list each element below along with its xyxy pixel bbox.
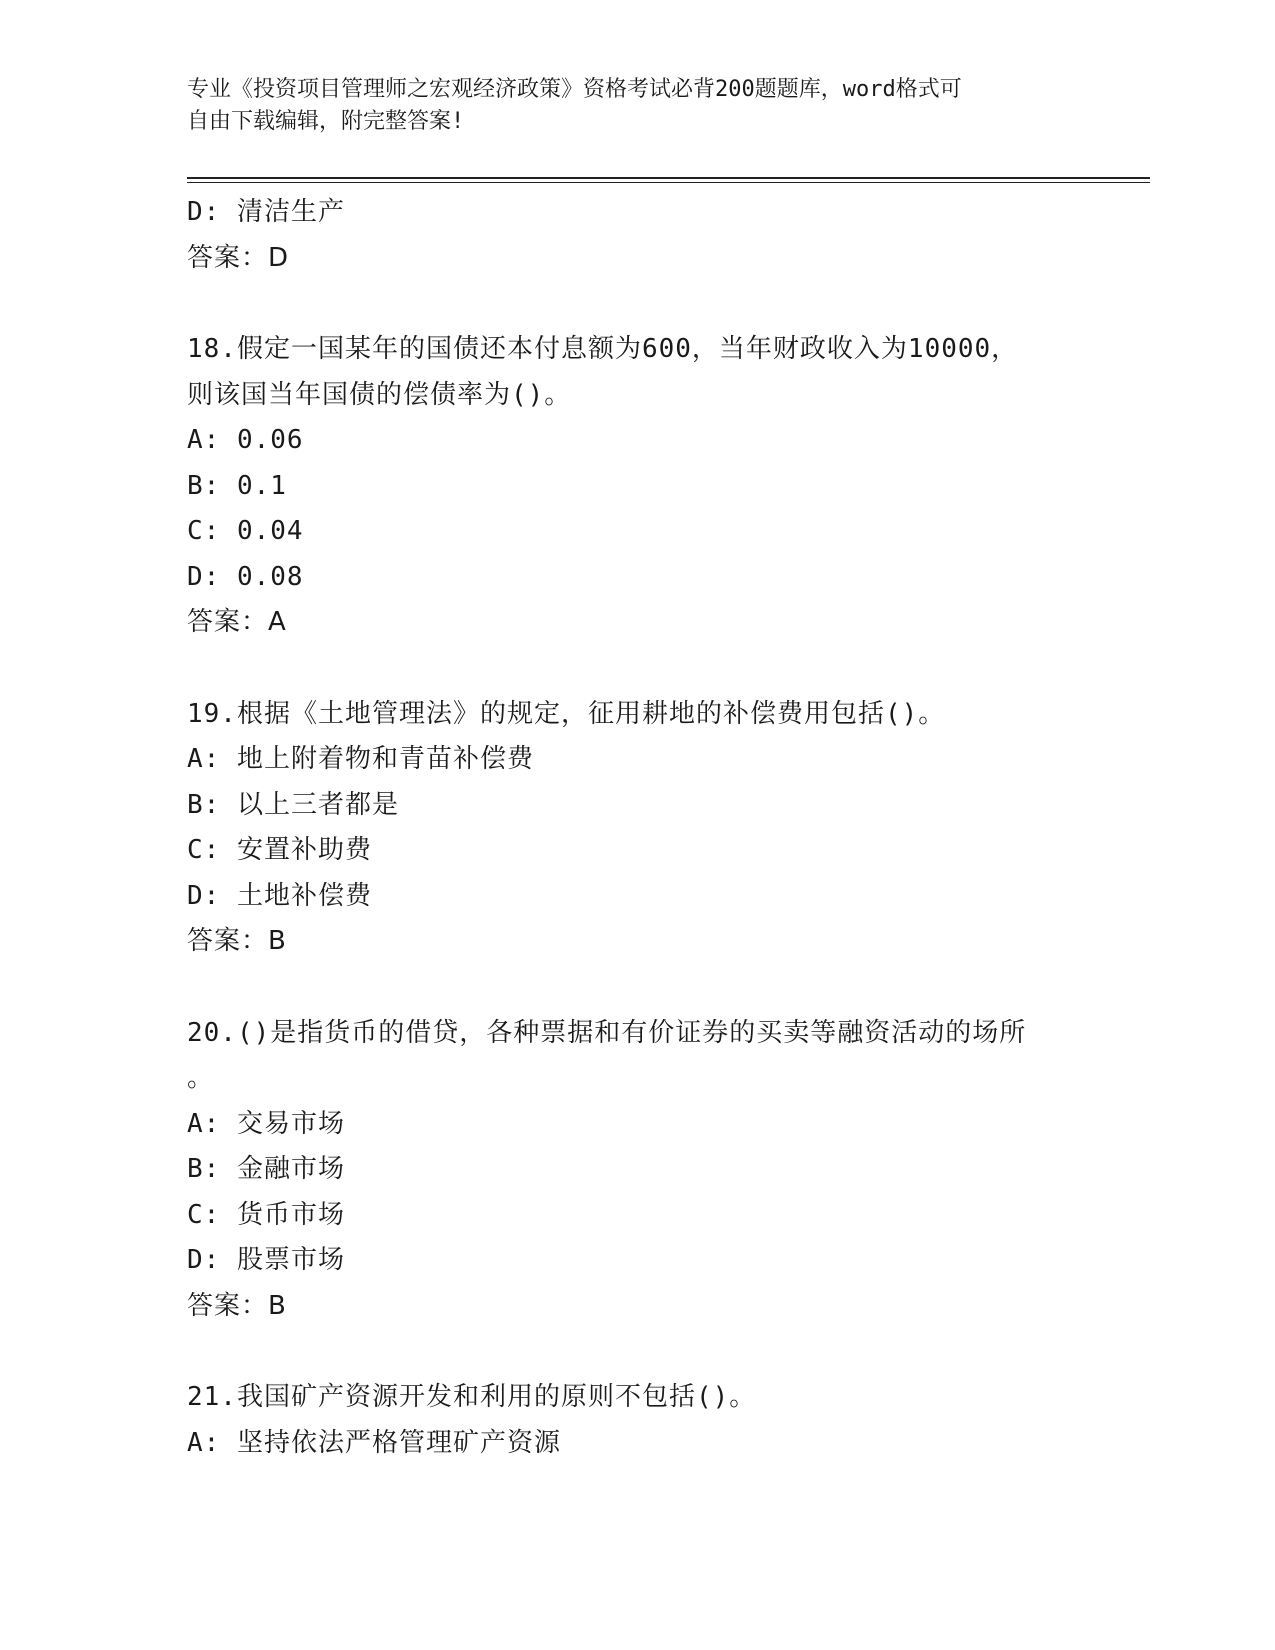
header-line-1: 专业《投资项目管理师之宏观经济政策》资格考试必背200题题库，word格式可 [187,77,962,102]
answer: 答案：D [187,242,290,273]
question-stem: 19.根据《土地管理法》的规定，征用耕地的补偿费用包括()。 [187,698,946,729]
option-d: D: 股票市场 [187,1245,345,1275]
option-a: A: 0.06 [187,425,304,455]
option-a: A: 坚持依法严格管理矿产资源 [187,1427,561,1458]
option-c: C: 货币市场 [187,1199,345,1230]
question-stem: 21.我国矿产资源开发和利用的原则不包括()。 [187,1382,757,1412]
question-19 [187,692,1087,965]
question-list [187,190,1087,1466]
answer: 答案：B [187,926,287,956]
header-line-2: 自由下载编辑，附完整答案! [187,109,465,134]
option-b: B: 0.1 [187,470,287,501]
question-stem: 。 [187,1063,215,1093]
option-a: A: 地上附着物和青苗补偿费 [187,744,534,774]
option-d: D: 0.08 [187,561,304,592]
question-20 [187,1011,1087,1330]
question-stem: 则该国当年国债的偿债率为()。 [187,379,572,410]
answer: 答案：A [187,607,287,637]
option-c: C: 0.04 [187,516,304,546]
option-b: B: 金融市场 [187,1154,345,1184]
answer: 答案：B [187,1290,287,1321]
option-c: C: 安置补助费 [187,835,372,865]
page-header [187,74,1087,138]
question-stem: 20.()是指货币的借贷，各种票据和有价证券的买卖等融资活动的场所 [187,1017,1027,1048]
option-b: B: 以上三者都是 [187,789,399,820]
option-d: D: 土地补偿费 [187,880,372,911]
option-d: D: 清洁生产 [187,197,345,227]
question-stem: 18.假定一国某年的国债还本付息额为600，当年财政收入为10000， [187,334,1019,364]
header-divider-thin [187,182,1150,183]
question-21 [187,1375,1087,1466]
header-divider-thick [187,177,1150,179]
question-18 [187,327,1087,646]
option-a: A: 交易市场 [187,1108,345,1139]
